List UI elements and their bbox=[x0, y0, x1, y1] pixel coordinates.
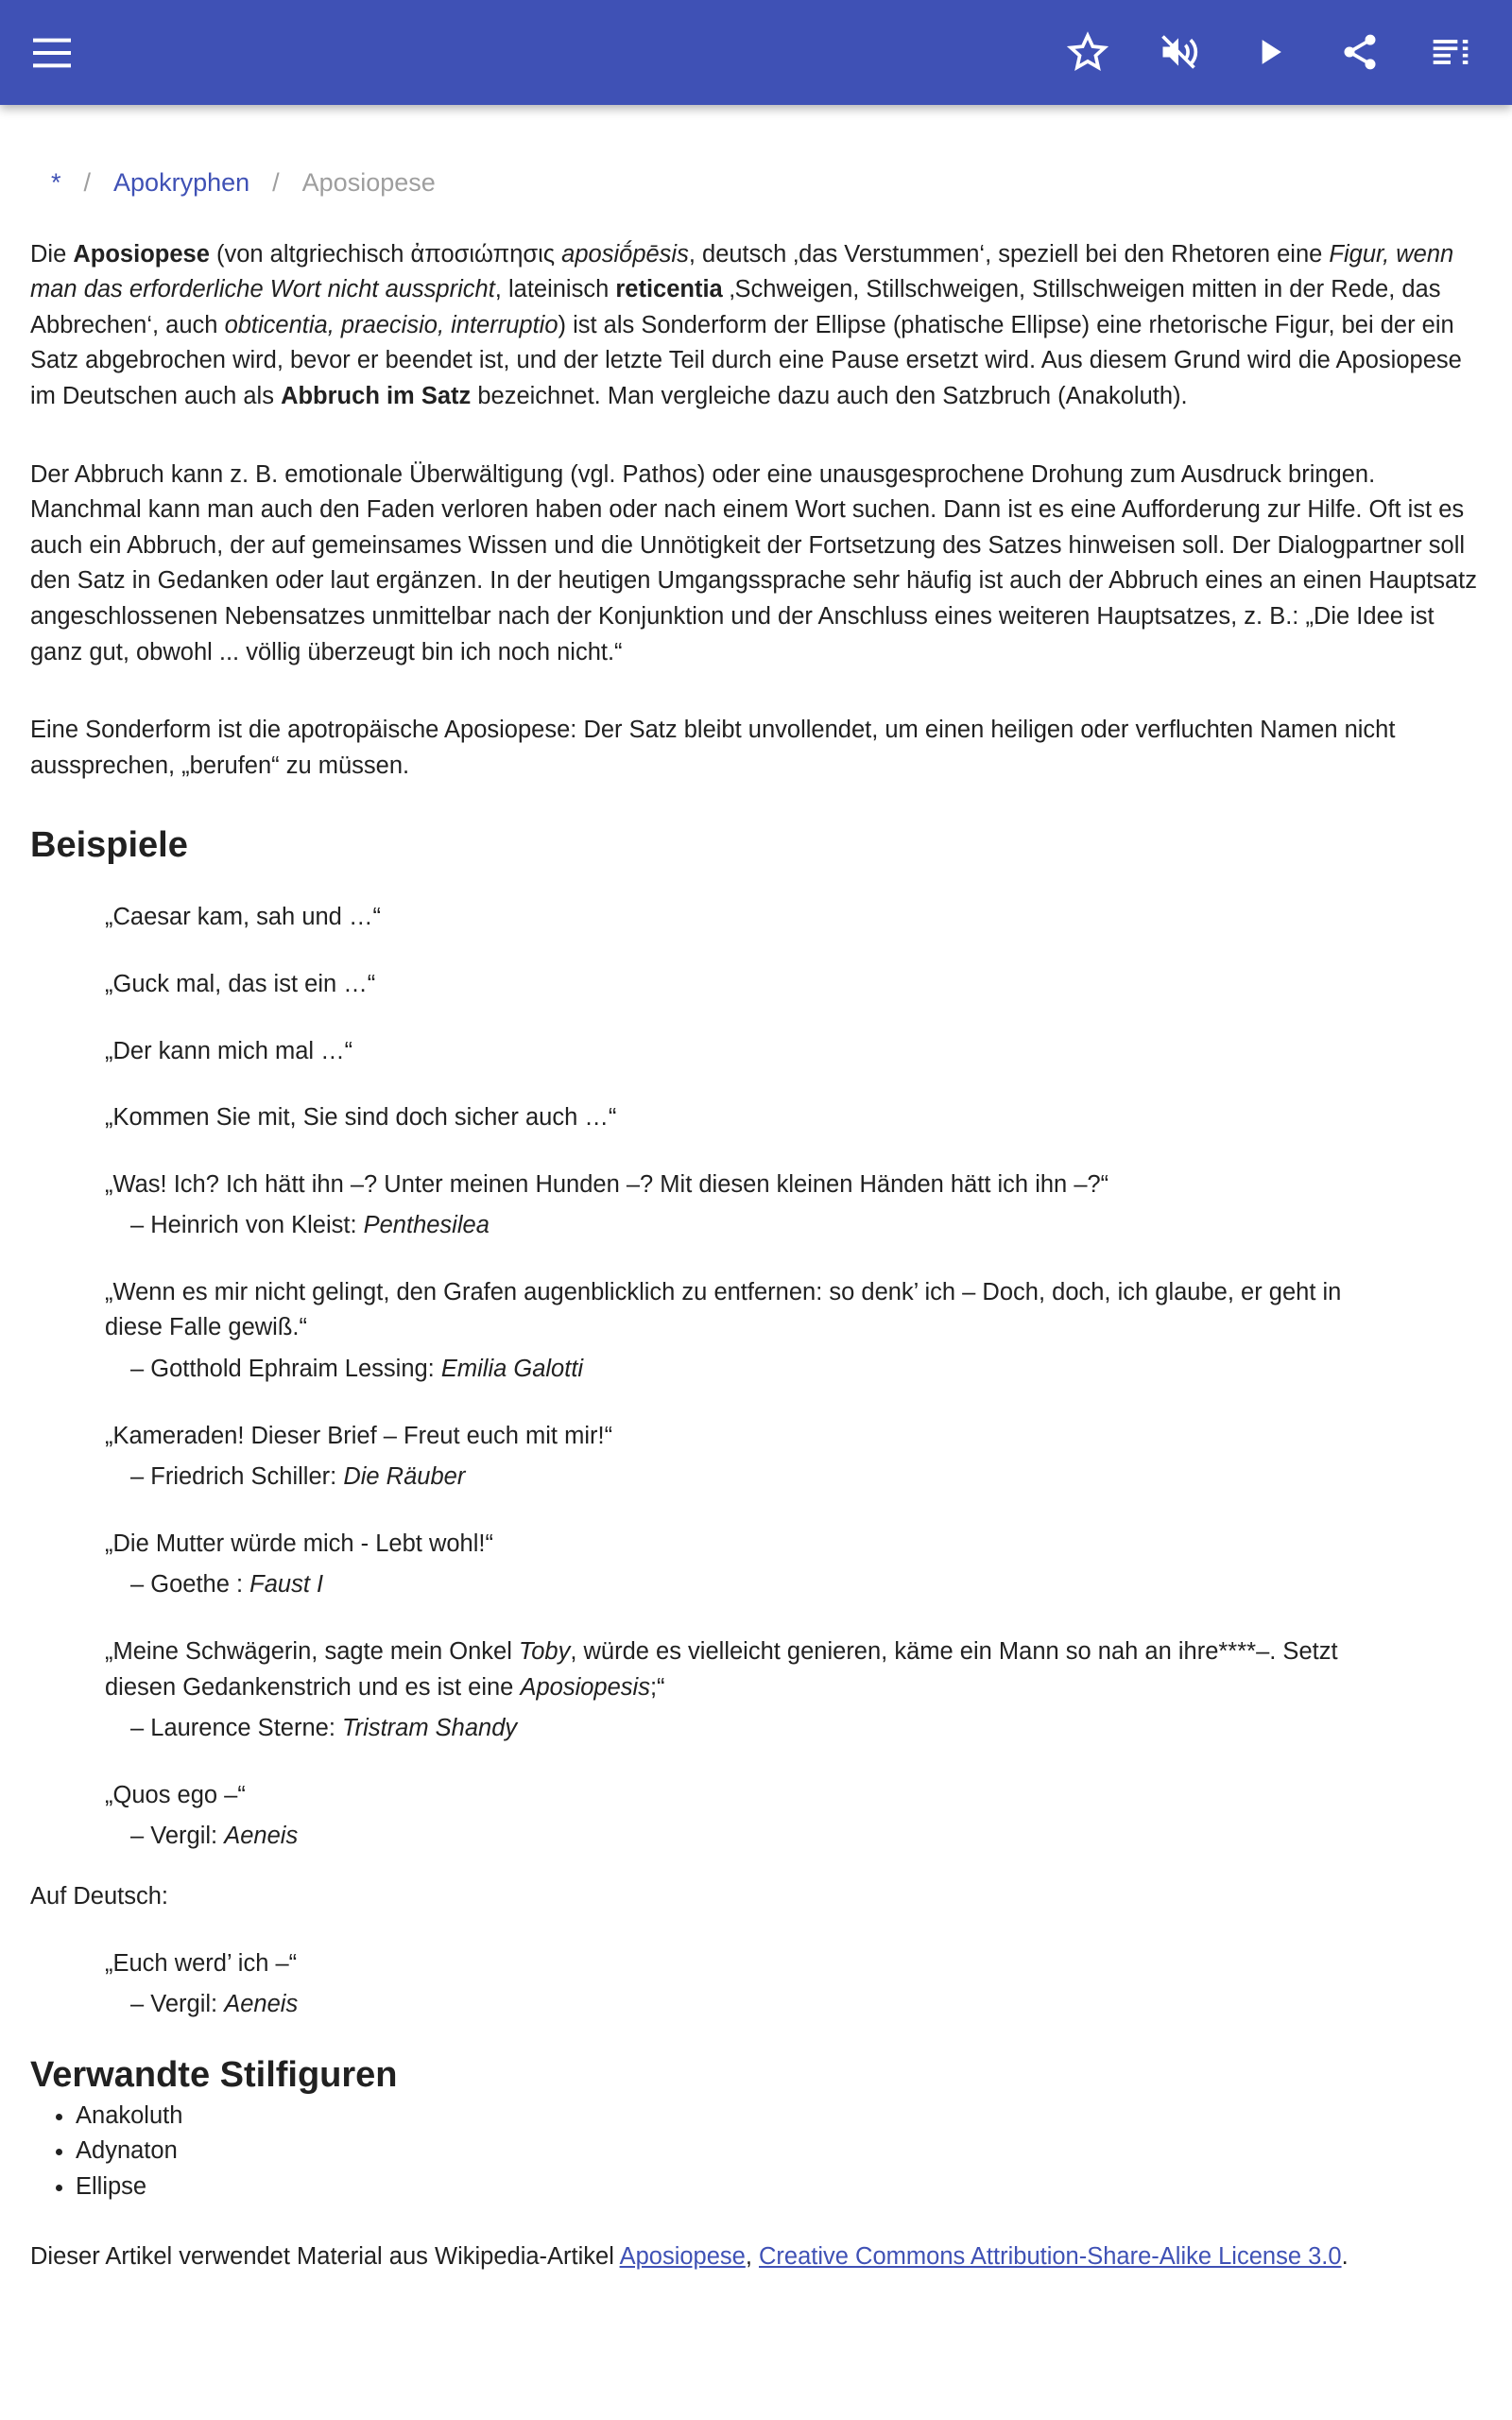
article bbox=[0, 165, 1512, 2274]
quote-source: – Heinrich von Kleist: Penthesilea bbox=[130, 1212, 490, 1239]
example-quote: „Kommen Sie mit, Sie sind doch sicher auch …“ bbox=[105, 1104, 617, 1132]
example-quote: „Quos ego –“ – Vergil: Aeneis bbox=[105, 1778, 1482, 1855]
breadcrumb-home[interactable]: * bbox=[51, 168, 61, 197]
volume-off-icon[interactable] bbox=[1155, 28, 1202, 76]
license-link[interactable]: Creative Commons Attribution-Share-Alike License 3.0 bbox=[759, 2242, 1342, 2270]
star-icon[interactable] bbox=[1064, 28, 1111, 76]
paragraph: Der Abbruch kann z. B. emotionale Überwältigung (vgl. Pathos) oder eine unausgesprochene Drohung zum Ausdruck bringen. Manchmal kann man auch den Faden verloren haben oder nach einem Wort suchen. Dann ist es eine Aufforderung zur Hilfe. Oft ist es auch ein Abbruch, der auf gemeinsames Wissen und die Unnötigkeit der Fortsetzung des Satzes hinweisen soll. Der Dialogpartner soll den Satz in Gedanken oder laut ergänzen. In der heutigen Umgangssprache sehr häufig ist auch der Abbruch eines an einen Hauptsatz angeschlossenen Nebensatzes unmittelbar nach der Konjunktion und der Anschluss eines weiteren Hauptsatzes, z. B.: „Die Idee ist ganz gut, obwohl ... völlig überzeugt bin ich noch nicht.“ bbox=[30, 460, 1478, 666]
example-quote: „Caesar kam, sah und …“ bbox=[105, 904, 381, 931]
example-quote: „Meine Schwägerin, sagte mein Onkel Toby, würde es vielleicht genieren, käme ein Mann so nah an ihre****–. Setzt diesen Gedankenstrich und es ist eine Aposiopesis;“ – Laurence Sterne: Tristram Shandy bbox=[105, 1634, 1390, 1747]
quote-source: – Goethe : Faust I bbox=[130, 1571, 324, 1599]
related-list bbox=[30, 2099, 1482, 2205]
example-quote: „Die Mutter würde mich - Lebt wohl!“ – Goethe : Faust I bbox=[105, 1527, 1482, 1603]
playlist-icon[interactable] bbox=[1427, 28, 1474, 76]
quote-source: – Friedrich Schiller: Die Räuber bbox=[130, 1463, 466, 1491]
example-quote: „Guck mal, das ist ein …“ bbox=[105, 970, 376, 997]
breadcrumb-separator: / bbox=[83, 168, 92, 197]
auf-deutsch-label: Auf Deutsch: bbox=[30, 1883, 168, 1910]
menu-icon[interactable] bbox=[28, 29, 76, 77]
example-quote: „Was! Ich? Ich hätt ihn –? Unter meinen Hunden –? Mit diesen kleinen Händen hätt ich ihn –?“ – Heinrich von Kleist: Penthesilea bbox=[105, 1167, 1482, 1244]
example-quote: „Euch werd’ ich –“ – Vergil: Aeneis bbox=[105, 1946, 1482, 2023]
heading-related: Verwandte Stilfiguren bbox=[30, 2054, 398, 2095]
quote-source: – Gotthold Ephraim Lessing: Emilia Galotti bbox=[130, 1356, 584, 1383]
wikipedia-article-link[interactable]: Aposiopese bbox=[619, 2242, 746, 2270]
play-icon[interactable] bbox=[1246, 28, 1293, 76]
breadcrumb-separator: / bbox=[272, 168, 280, 197]
paragraph: Eine Sonderform ist die apotropäische Aposiopese: Der Satz bleibt unvollendet, um einen heiligen oder verfluchten Namen nicht aussprechen, „berufen“ zu müssen. bbox=[30, 717, 1396, 779]
share-icon[interactable] bbox=[1336, 28, 1383, 76]
quote-source: – Laurence Sterne: Tristram Shandy bbox=[130, 1715, 518, 1742]
example-quote: „Wenn es mir nicht gelingt, den Grafen augenblicklich zu entfernen: so denk’ ich – Doch, doch, ich glaube, er geht in diese Falle gewiß.“ – Gotthold Ephraim Lessing: Emilia Galotti bbox=[105, 1275, 1390, 1388]
quote-source: – Vergil: Aeneis bbox=[130, 1991, 299, 2018]
list-item: • Adynaton bbox=[76, 2134, 1482, 2169]
list-item: • Anakoluth bbox=[76, 2099, 1482, 2135]
heading-examples: Beispiele bbox=[30, 825, 188, 866]
example-quote: „Kameraden! Dieser Brief – Freut euch mit mir!“ – Friedrich Schiller: Die Räuber bbox=[105, 1419, 1482, 1495]
example-quote: „Der kann mich mal …“ bbox=[105, 1037, 353, 1064]
breadcrumb bbox=[30, 165, 1482, 201]
breadcrumb-current: Aposiopese bbox=[301, 168, 436, 197]
list-item: • Ellipse bbox=[76, 2169, 1482, 2205]
breadcrumb-parent[interactable]: Apokryphen bbox=[113, 168, 250, 197]
intro-paragraph: Die Aposiopese (von altgriechisch ἀποσιώπησις aposiṓpēsis, deutsch ‚das Verstummen‘, speziell bei den Rhetoren eine Figur, wenn man das erforderliche Wort nicht ausspricht, lateinisch reticentia ‚Schweigen, Stillschweigen, Stillschweigen mitten in der Rede, das Abbrechen‘, auch obticentia, praecisio, interruptio) ist als Sonderform der Ellipse (phatische Ellipse) eine rhetorische Figur, bei der ein Satz abgebrochen wird, bevor er beendet ist, und der letzte Teil durch eine Pause ersetzt wird. Aus diesem Grund wird die Aposiopese im Deutschen auch als Abbruch im Satz bezeichnet. Man vergleiche dazu auch den Satzbruch (Anakoluth). bbox=[30, 240, 1462, 409]
quote-source: – Vergil: Aeneis bbox=[130, 1823, 299, 1850]
license-footer: Dieser Artikel verwendet Material aus Wikipedia-Artikel Aposiopese, Creative Commons Attribution-Share-Alike License 3.0. bbox=[30, 2242, 1349, 2270]
app-bar bbox=[0, 0, 1512, 105]
